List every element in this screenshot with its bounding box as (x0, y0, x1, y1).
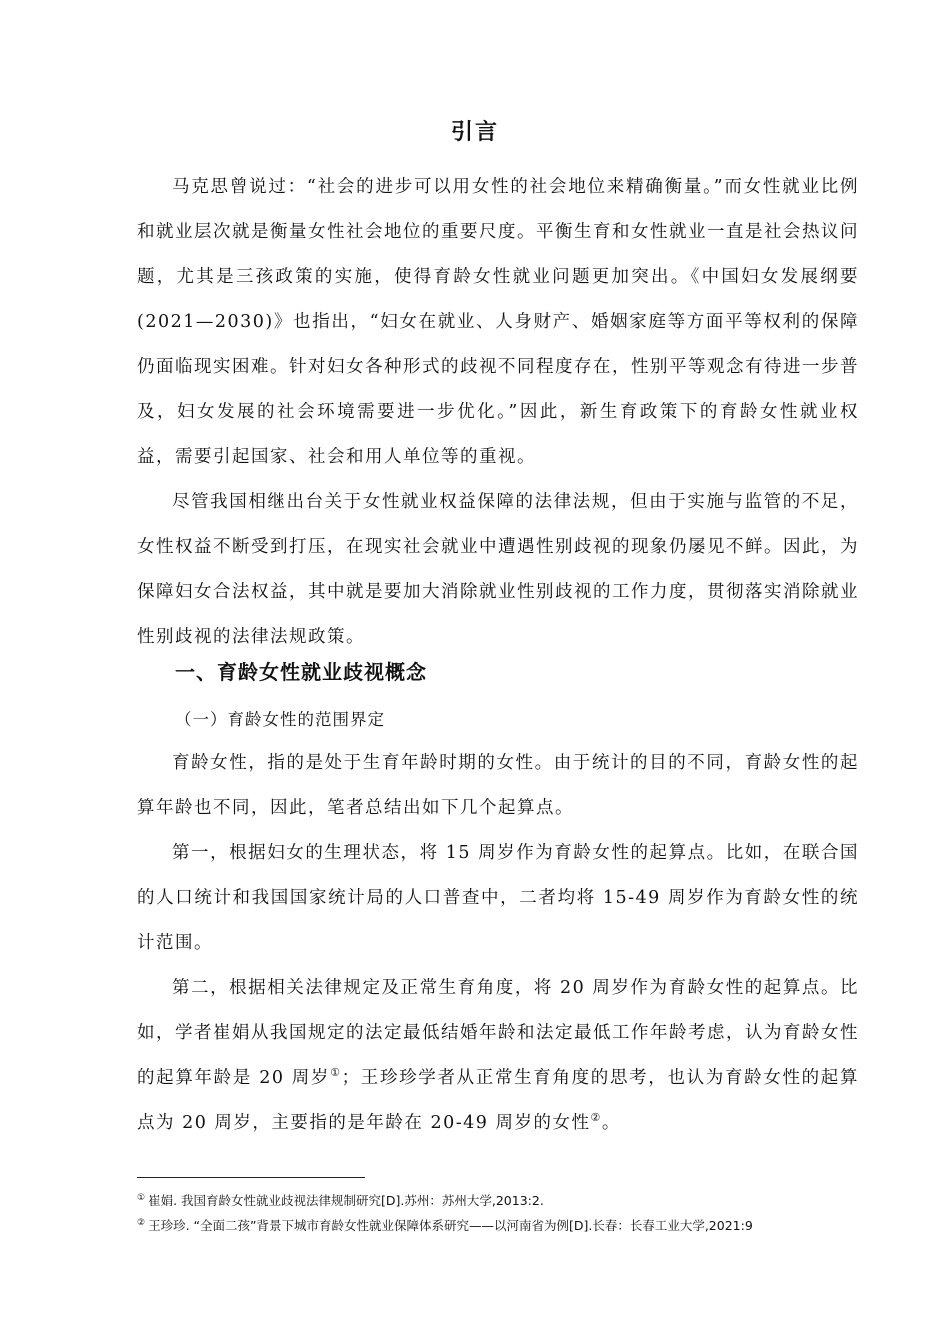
footnote-ref-1[interactable]: ① (330, 1066, 342, 1080)
body-paragraph-3 (137, 966, 859, 1146)
footnotes (137, 1187, 867, 1237)
footnote-2-text: 王珍珍. “全面二孩”背景下城市育龄女性就业保障体系研究——以河南省为例[D].长春：长春工业大学,2021:9 (148, 1218, 753, 1234)
footnote-1 (137, 1187, 867, 1212)
footnote-1-mark: ① (137, 1193, 146, 1203)
footnote-ref-2[interactable]: ② (590, 1111, 602, 1125)
intro-section (137, 165, 859, 660)
footnote-1-text: 崔娟. 我国育龄女性就业歧视法律规制研究[D].苏州：苏州大学,2013:2. (148, 1193, 544, 1209)
section-heading: 一、育龄女性就业歧视概念 (175, 660, 427, 684)
body-paragraph-3-part-a: 第二，根据相关法律规定及正常生育角度，将 20 周岁作为育龄女性的起算点。比如，学者崔娟从我国规定的法定最低结婚年龄和法定最低工作年龄考虑，认为育龄女性的起算年龄是 20 周岁 (137, 978, 859, 1088)
subsection-heading: （一）育龄女性的范围界定 (175, 710, 385, 729)
body-paragraph-2: 第一，根据妇女的生理状态，将 15 周岁作为育龄女性的起算点。比如，在联合国的人口统计和我国国家统计局的人口普查中，二者均将 15-49 周岁作为育龄女性的统计范围。 (137, 843, 859, 953)
body-paragraph-1: 育龄女性，指的是处于生育年龄时期的女性。由于统计的目的不同，育龄女性的起算年龄也不同，因此，笔者总结出如下几个起算点。 (137, 753, 859, 818)
footnote-2 (137, 1212, 867, 1237)
footnote-2-mark: ② (137, 1218, 146, 1229)
body-paragraph-3-part-c: 。 (601, 1113, 621, 1133)
section-body (137, 741, 859, 1146)
body-paragraph-3-part-b: ；王珍珍学者从正常生育角度的思考，也认为育龄女性的起算点为 20 周岁，主要指的是年龄在 20-49 周岁的女性 (137, 1068, 859, 1133)
page-title: 引言 (450, 120, 499, 145)
intro-paragraph-1: 马克思曾说过：“社会的进步可以用女性的社会地位来精确衡量。”而女性就业比例和就业层次就是衡量女性社会地位的重要尺度。平衡生育和女性就业一直是社会热议问题，尤其是三孩政策的实施，使得育龄女性就业问题更加突出。《中国妇女发展纲要 (2021—2030)》也指出，“妇女在就业、人身财产、婚姻家庭等方面平等权利的保障仍面临现实困难。针对妇女各种形式的歧视不同程度存在，性别平等观念有待进一步普及，妇女发展的社会环境需要进一步优化。”因此，新生育政策下的育龄女性就业权益，需要引起国家、社会和用人单位等的重视。 (137, 177, 859, 467)
footnote-divider (137, 1177, 365, 1178)
intro-paragraph-2: 尽管我国相继出台关于女性就业权益保障的法律法规，但由于实施与监管的不足，女性权益不断受到打压，在现实社会就业中遭遇性别歧视的现象仍屡见不鲜。因此，为保障妇女合法权益，其中就是要加大消除就业性别歧视的工作力度，贯彻落实消除就业性别歧视的法律法规政策。 (137, 492, 859, 647)
